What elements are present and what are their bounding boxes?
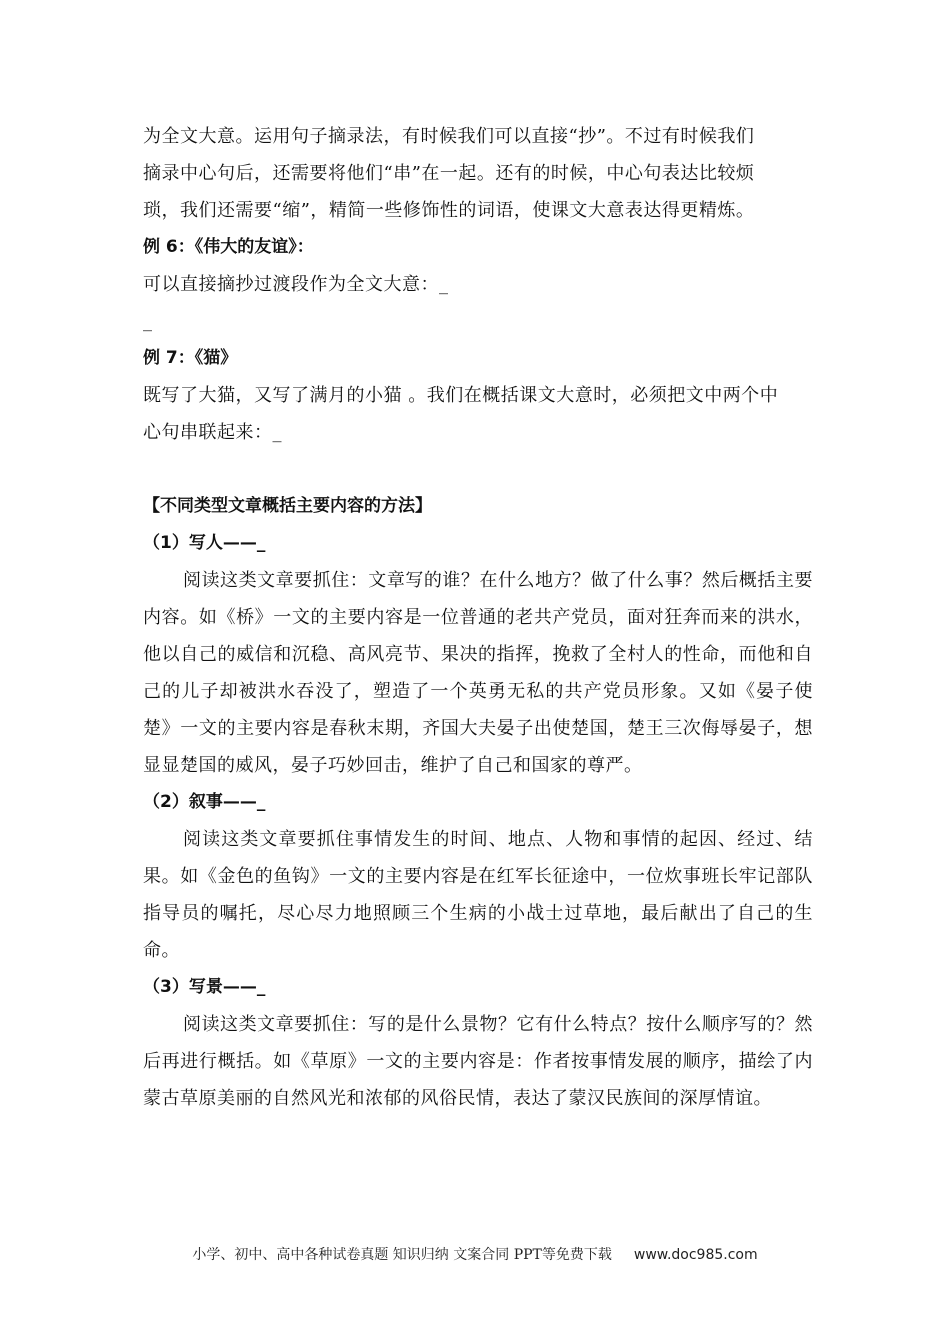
example-7-heading: 例 7：《猫》 — [143, 348, 238, 368]
methods-title: 【不同类型文章概括主要内容的方法】 — [143, 496, 432, 516]
example-6-blank: _ — [143, 311, 153, 332]
spacer — [143, 451, 813, 488]
section-heading-narrative: （2）叙事——_ — [143, 792, 266, 812]
example-6-text: 可以直接摘抄过渡段作为全文大意：_ — [143, 274, 449, 295]
example-7-line-2: 心句串联起来：_ — [143, 422, 282, 443]
page-footer — [0, 1244, 950, 1264]
section-heading-portrait: （1）写人——_ — [143, 533, 266, 553]
footer-text: 小学、初中、高中各种试卷真题 知识归纳 文案合同 PPT等免费下载 — [192, 1247, 612, 1263]
section-body-portrait: 阅读这类文章要抓住：文章写的谁？在什么地方？做了什么事？然后概括主要内容。如《桥》一文的主要内容是一位普通的老共产党员，面对狂奔而来的洪水，他以自己的威信和沉稳、高风亮节、果决的指挥，挽救了全村人的性命，而他和自己的儿子却被洪水吞没了，塑造了一个英勇无私的共产党员形象。又如《晏子使楚》一文的主要内容是春秋末期，齐国大夫晏子出使楚国，楚王三次侮辱晏子，想显显楚国的威风，晏子巧妙回击，维护了自己和国家的尊严。 — [143, 570, 813, 776]
example-7-line-1: 既写了大猫，又写了满月的小猫 。我们在概括课文大意时，必须把文中两个中 — [143, 385, 779, 406]
section-body-scenery: 阅读这类文章要抓住：写的是什么景物？它有什么特点？按什么顺序写的？然后再进行概括。如《草原》一文的主要内容是：作者按事情发展的顺序，描绘了内蒙古草原美丽的自然风光和浓郁的风俗民情，表达了蒙汉民族间的深厚情谊。 — [143, 1014, 813, 1109]
section-body-narrative: 阅读这类文章要抓住事情发生的时间、地点、人物和事情的起因、经过、结果。如《金色的鱼钩》一文的主要内容是在红军长征途中，一位炊事班长牢记部队指导员的嘱托，尽心尽力地照顾三个生病的小战士过草地，最后献出了自己的生命。 — [143, 829, 813, 961]
intro-line-1: 为全文大意。运用句子摘录法，有时候我们可以直接“抄”。不过有时候我们 — [143, 126, 755, 147]
intro-line-2: 摘录中心句后，还需要将他们“串”在一起。还有的时候，中心句表达比较烦 — [143, 163, 755, 184]
example-6-heading: 例 6：《伟大的友谊》： — [143, 237, 314, 257]
footer-url[interactable]: www.doc985.com — [633, 1247, 758, 1263]
document-content — [143, 118, 813, 1117]
intro-line-3: 琐，我们还需要“缩”，精简一些修饰性的词语，使课文大意表达得更精炼。 — [143, 200, 755, 221]
section-heading-scenery: （3）写景——_ — [143, 977, 266, 997]
